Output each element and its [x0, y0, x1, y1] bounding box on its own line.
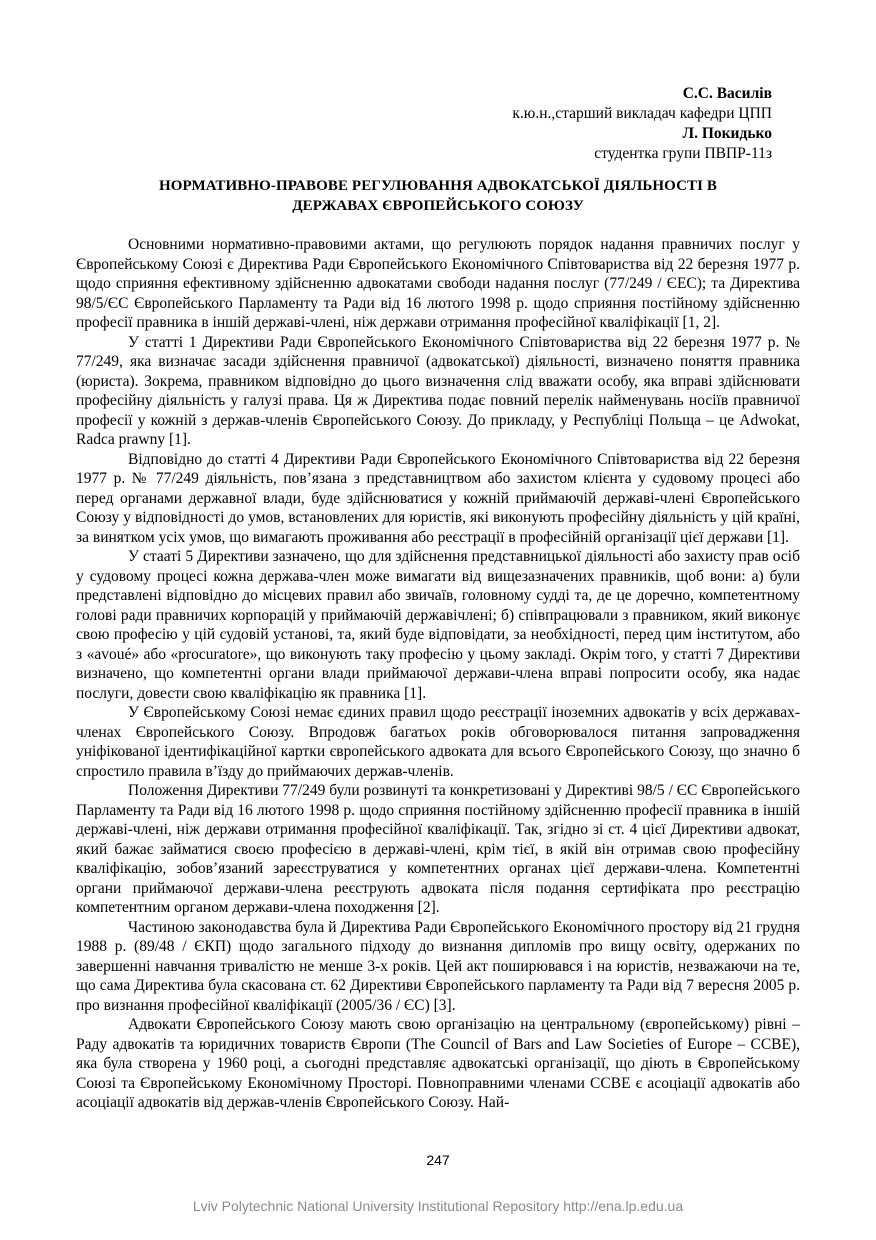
author-role-2: студентка групи ПВПР-11з — [594, 145, 772, 162]
body-text — [76, 235, 800, 1113]
paragraph: Основними нормативно-правовими актами, що регулюють порядок надання правничих послуг у Європейському Союзі є Директива Ради Європейського Економічного Співтовариства від 22 березня 1977 р. щодо сприяння ефективному здійсненню адвокатами свободи надання послуг (77/249 / ЄЕС); та Директива 98/5/ЄС Європейського Парламенту та Ради від 16 лютого 1998 р. щодо сприяння постійному здійсненню професії правника в іншій державі-члені, ніж держави отримання професійної кваліфікації [1, 2]. — [76, 236, 800, 331]
paragraph: У статті 1 Директиви Ради Європейського Економічного Співтовариства від 22 березня 1977 р. № 77/249, яка визначає засади здійснення правничої (адвокатської) діяльності, визначено поняття правника (юриста). Зокрема, правником відповідно до цього визначення слід вважати особу, яка вправі здійснювати професійну діяльність у галузі права. Ця ж Директива подає повний перелік найменувань носіїв правничої професії у кожній з держав-членів Європейського Союзу. До прикладу, у Республіці Польща – це Adwokat, Radca prawny [1]. — [76, 333, 800, 448]
author-role-1: к.ю.н.,старший викладач кафедри ЦПП — [512, 105, 772, 122]
repository-footer: Lviv Polytechnic National University Institutional Repository http://ena.lp.edu.ua — [192, 1198, 684, 1214]
paragraph: У стааті 5 Директиви зазначено, що для здійснення представницької діяльності або захисту прав осіб у судовому процесі кожна держава-член може вимагати від вищезазначених правників, щоб вони: а) були представлені відповідно до місцевих правил або звичаїв, головному судді та, де це доречно, компетентному голові ради правничих корпорацій у приймаючій державічлені; б) співпрацювали з правником, який виконує свою професію у цій судовій установі, та, який буде відповідати, за необхідності, перед цим інститутом, або з «avoué» або «procuratore», що виконують таку професію у цьому закладі. Окрім того, у статті 7 Директиви визначено, що компетентні органи влади приймаючої держави-члена вправі попросити особу, яка надає послуги, довести свою кваліфікацію як правника [1]. — [76, 548, 800, 702]
author-name-1: С.С. Василів — [682, 85, 772, 102]
paragraph: Частиною законодавства була й Директива Ради Європейського Економічного простору від 21 грудня 1988 р. (89/48 / ЄКП) щодо загального підходу до визнання дипломів про вищу освіту, одержаних по завершенні навчання тривалістю не менше 3-х років. Цей акт поширювався і на юристів, незважаючи на те, що сама Директива була скасована ст. 62 Директиви Європейського парламенту та Ради від 7 вересня 2005 р. про визнання професійної кваліфікації (2005/36 / ЄС) [3]. — [76, 918, 800, 1014]
paper-title-line-2: ДЕРЖАВАХ ЄВРОПЕЙСЬКОГО СОЮЗУ — [292, 198, 584, 214]
author-block — [512, 84, 772, 164]
paragraph: Відповідно до статті 4 Директиви Ради Європейського Економічного Співтовариства від 22 березня 1977 р. № 77/249 діяльність, пов’язана з представництвом або захистом клієнта у судовому процесі або перед органами державної влади, буде здійснюватися у кожній приймаючій державі-члені Європейського Союзу у відповідності до умов, встановлених для юристів, які виконують професійну діяльність у цій країні, за винятком усіх умов, що вимагають проживання або реєстрації в професійній організації цієї держави [1]. — [76, 450, 800, 546]
paper-title-line-1: НОРМАТИВНО-ПРАВОВЕ РЕГУЛЮВАННЯ АДВОКАТСЬКОЇ ДІЯЛЬНОСТІ В — [158, 178, 718, 194]
author-name-2: Л. Покидько — [682, 125, 772, 142]
paragraph: У Європейському Союзі немає єдиних правил щодо реєстрації іноземних адвокатів у всіх державах-членах Європейського Союзу. Впродовж багатьох років обговорювалося питання запровадження уніфікованої ідентифікаційної картки європейського адвоката для всього Європейського Союзу, що значно б спростило правила в’їзду до приймаючих держав-членів. — [76, 704, 800, 780]
paragraph: Адвокати Європейського Союзу мають свою організацію на центральному (європейському) рівні – Раду адвокатів та юридичних товариств Європи (The Council of Bars and Law Societies of Europe – CCBE), яка була створена у 1960 році, а сьогодні представляє адвокатські організації, що діють в Європейському Союзі та Європейському Економічному Просторі. Повноправними членами CCBE є асоціації адвокатів або асоціації адвокатів від держав-членів Європейського Союзу. Най- — [76, 1016, 800, 1111]
page-number: 247 — [426, 1152, 450, 1168]
paragraph: Положення Директиви 77/249 були розвинуті та конкретизовані у Директиві 98/5 / ЄС Європейського Парламенту та Ради від 16 лютого 1998 р. щодо сприяння постійному здійсненню професії правника в іншій державі-члені, ніж держави отримання професійної кваліфікації. Так, згідно зі ст. 4 цієї Директиви адвокат, який бажає займатися своєю професією в державі-члені, крім тієї, в якій він отримав свою професійну кваліфікацію, зобов’язаний зареєструватися у компетентних органах цієї держави-члена. Компетентні органи приймаючої держави-члена реєструють адвоката після подання сертифіката про реєстрацію компетентним органом держави-члена походження [2]. — [76, 782, 800, 916]
paper-title — [76, 176, 800, 216]
